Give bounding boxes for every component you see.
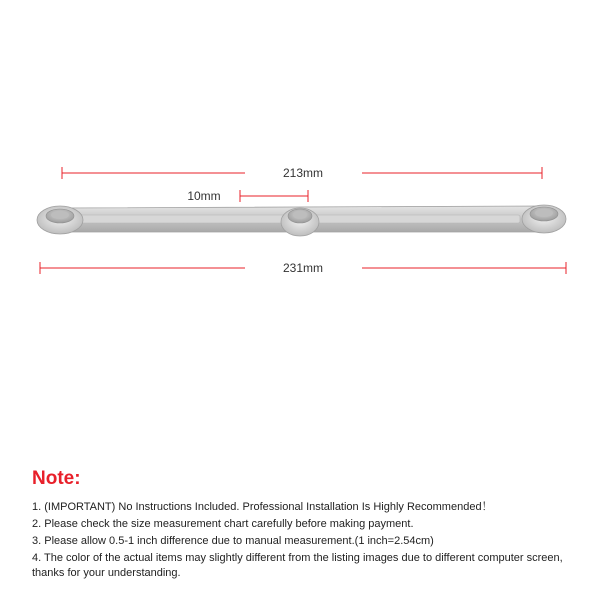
right-mount-ring — [522, 205, 566, 233]
left-mount-ring — [37, 206, 83, 234]
dimension-213mm — [62, 166, 542, 180]
dimension-10mm — [187, 189, 308, 203]
note-item: 1. (IMPORTANT) No Instructions Included. Professional Installation Is Highly Recommended！ — [32, 501, 493, 513]
note-item: 2. Please check the size measurement chart carefully before making payment. — [32, 518, 414, 530]
dimension-label-231: 231mm — [282, 261, 324, 275]
dimension-label-10: 10mm — [187, 189, 221, 203]
note-list — [32, 500, 592, 581]
metal-link-bar — [37, 205, 566, 236]
note-title: Note: — [32, 468, 81, 489]
dimension-label-213: 213mm — [282, 166, 324, 180]
center-mount-ring — [281, 208, 319, 236]
note-section — [32, 468, 592, 583]
note-item: 4. The color of the actual items may slightly different from the listing images due to different computer screen, thanks for your understanding. — [32, 552, 563, 579]
dimension-231mm — [40, 261, 566, 275]
note-item: 3. Please allow 0.5-1 inch difference due to manual measurement.(1 inch=2.54cm) — [32, 535, 434, 547]
